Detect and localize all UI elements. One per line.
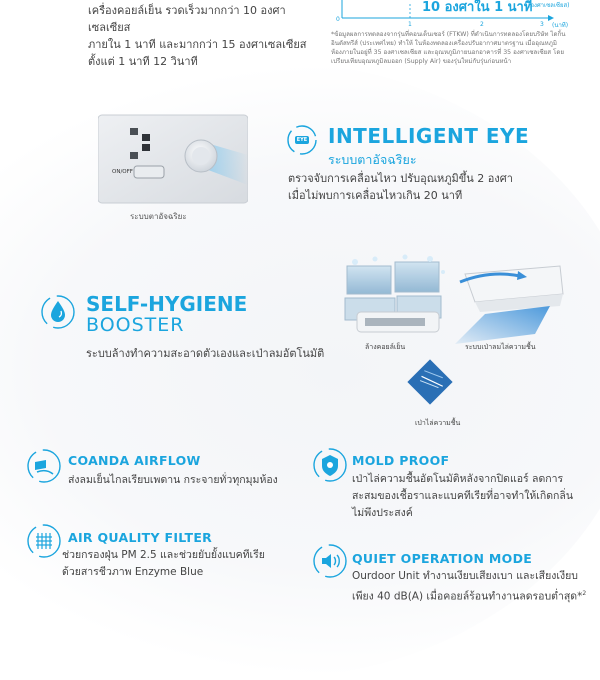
graph-big-label: 10 องศาใน 1 นาที [422,0,533,15]
quiet-desc-line-2-wrap [352,585,598,606]
sensor-caption: ระบบตาอัจฉริยะ [130,212,187,221]
mold-proof-description [352,471,592,522]
eye-desc-line-2: เมื่อไม่พบการเคลื่อนไหวเกิน 20 นาที [288,189,463,202]
panel-onoff-label: ON/OFF [112,169,133,175]
cooling-text-line-1: เครื่องคอยล์เย็น รวดเร็วมากกว่า 10 องศาเซลเซียส [88,4,286,34]
speaker-icon [312,543,348,579]
self-hygiene-title: SELF-HYGIENE [86,292,248,316]
self-hygiene-description: ระบบล้างทำความสะอาดตัวเองและเป่าลมอัตโนมัติ [86,347,325,360]
eye-desc-line-1: ตรวจจับการเคลื่อนไหว ปรับอุณหภูมิขึ้น 2 องศา [288,172,513,185]
caption-dry: เป่าไล่ความชื้น [415,419,461,427]
mold-proof-title: MOLD PROOF [352,453,450,468]
quiet-desc-line-1: Ourdoor Unit ทำงานเงียบเสียงเบา และเสียงเงียบ [352,570,578,582]
quiet-operation-title: QUIET OPERATION MODE [352,551,533,566]
svg-text:3: 3 [540,21,544,28]
cooling-speed-text [88,2,308,70]
water-drop-icon [40,294,76,330]
cooling-text-line-2: ภายใน 1 นาที และมากกว่า 15 องศาเซลเซียส [88,38,307,51]
coanda-desc-line-1: ส่งลมเย็นไกลเรียบเพดาน กระจายทั่วทุกมุมห้อง [68,474,278,486]
coanda-airflow-icon [26,448,62,484]
sensor-panel-image [98,110,248,205]
air-quality-filter-title: AIR QUALITY FILTER [68,530,213,545]
mold-desc-line-1: เป่าไล่ความชื้นอัตโนมัติหลังจากปิดแอร์ ลดการ [352,473,564,485]
air-filter-icon [26,523,62,559]
mold-desc-line-2: สะสมของเชื้อราและแบคทีเรียที่อาจทำให้เกิดกลิ่น [352,490,574,502]
intelligent-eye-description [288,170,588,204]
air-quality-filter-description [62,547,302,581]
graph-legend-label: (องศาเซลเซียส) [528,2,570,9]
air-quality-desc-line-2: ด้วยสารชีวภาพ Enzyme Blue [62,566,204,578]
self-hygiene-illustration [335,254,565,434]
svg-text:1: 1 [408,21,412,28]
svg-text:0: 0 [336,16,340,23]
caption-blow-moisture: ระบบเป่าลมไล่ความชื้น [465,343,536,351]
mold-proof-icon [312,447,348,483]
intelligent-eye-title: INTELLIGENT EYE [328,124,530,148]
svg-text:2: 2 [480,21,484,28]
intelligent-eye-icon [286,124,318,156]
caption-coil-clean: ล้างคอยล์เย็น [365,343,406,351]
eye-icon-label: EYE [296,137,308,143]
mold-desc-line-3: ไม่พึงประสงค์ [352,507,413,519]
quiet-desc-line-2: เพียง 40 dB(A) เมื่อคอยล์ร้อนทำงานลดรอบต่ำสุด* [352,590,583,603]
coanda-airflow-title: COANDA AIRFLOW [68,453,201,468]
air-quality-desc-line-1: ช่วยกรองฝุ่น PM 2.5 และช่วยยับยั้งแบคทีเรีย [62,549,265,561]
quiet-desc-footnote-marker: 2 [582,590,587,597]
intelligent-eye-subtitle: ระบบตาอัจฉริยะ [328,152,417,167]
self-hygiene-title-2: BOOSTER [86,314,185,336]
coanda-airflow-description [68,472,298,489]
cooling-text-line-3: ตั้งแต่ 1 นาที 12 วินาที [88,55,198,68]
graph-axis-unit: (นาที) [552,22,569,29]
graph-footnote: *ข้อมูลผลการทดลองจากรุ่นที่คอนเด็นเซอร์ (FTKW) ที่ดำเนินการทดลองโดยบริษัท ไดกิ้น อินดัสทรีส์ (ประเทศไทย) ทำให้ ในห้องทดลองเครื่องปรับอากาศมาตรฐาน เมื่ออุณหภูมิห้องภายในอยู่ที่ 35 องศาเซลเซียส และอุณหภูมิภายนอกอาคารที่ 35 องศาเซลเซียส โดยเปรียบเทียบอุณหภูมิลมออก (Supply Air) ของรุ่นใหม่กับรุ่นก่อนหน้า [331,31,566,65]
